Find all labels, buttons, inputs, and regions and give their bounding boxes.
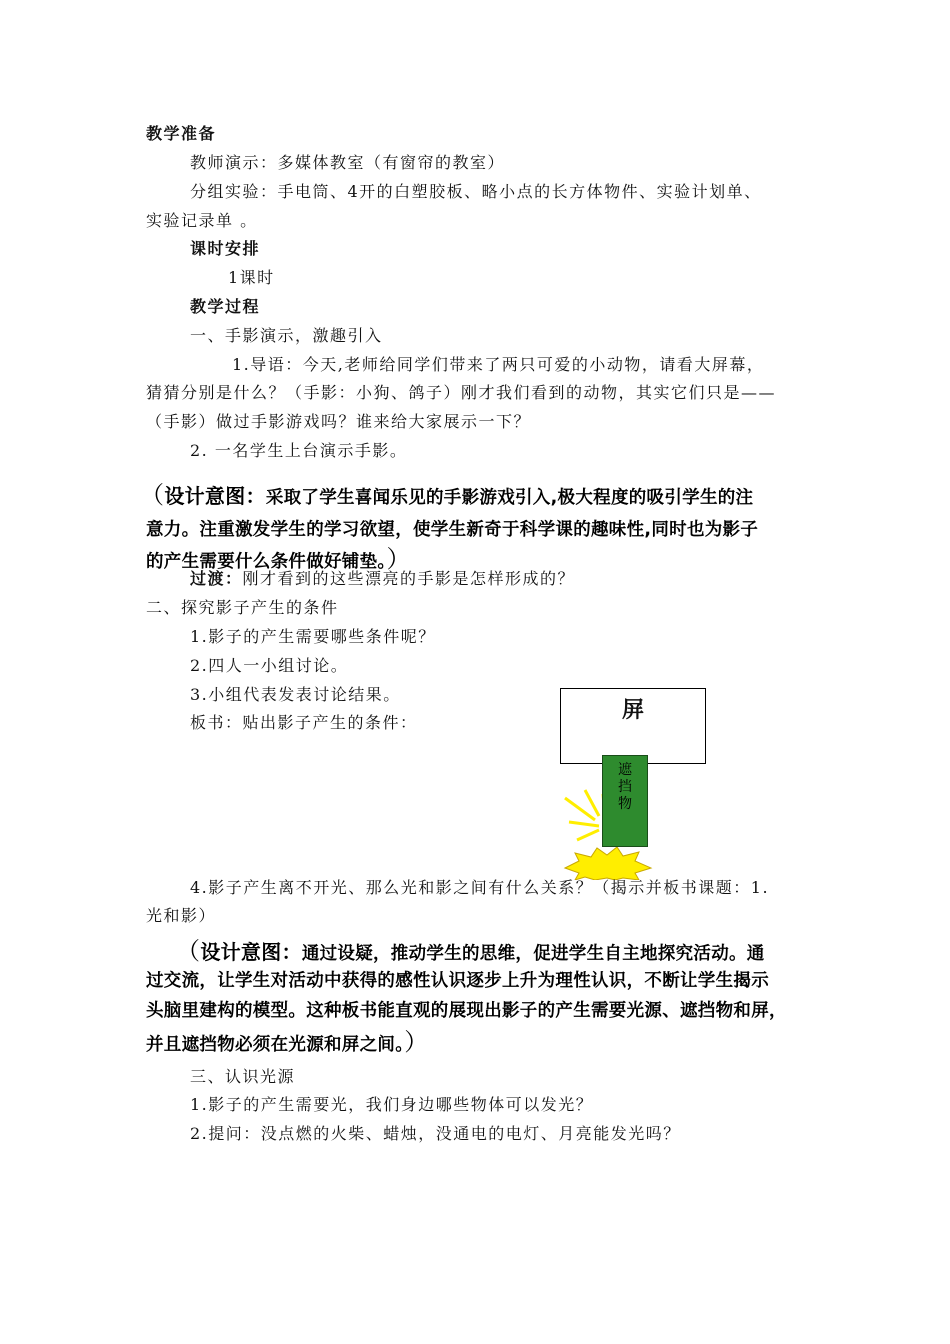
section-1-para-1a: 1.导语：今天,老师给同学们带来了两只可爱的小动物，请看大屏幕， <box>232 355 765 374</box>
section-2-item-1: 1.影子的产生需要哪些条件呢？ <box>190 627 436 646</box>
prep-heading: 教学准备 <box>146 124 217 143</box>
design-intent-2-line-2: 过交流，让学生对活动中获得的感性认识逐步上升为理性认识，不断让学生揭示 <box>146 971 769 991</box>
small-sun-rays-icon <box>565 790 605 840</box>
design-intent-2-text-1: 通过设疑，推动学生的思维，促进学生自主地探究活动。通 <box>301 944 765 964</box>
section-2-item-4b: 光和影） <box>146 906 217 925</box>
design-intent-1-text-1: 采取了学生喜闻乐见的手影游戏引入,极大程度的吸引学生的注 <box>265 488 754 508</box>
prep-teacher-demo: 教师演示：多媒体教室（有窗帘的教室） <box>190 153 506 172</box>
prep-group-exp-1: 分组实验：手电筒、4开的白塑胶板、略小点的长方体物件、实验计划单、 <box>190 182 762 201</box>
section-3-item-1: 1.影子的产生需要光，我们身边哪些物体可以发光？ <box>190 1095 594 1114</box>
design-intent-2-open-paren: （ <box>176 937 201 965</box>
light-burst-icon <box>565 847 651 880</box>
blocker-box <box>602 755 648 847</box>
design-intent-2-line-4 <box>146 1030 429 1057</box>
prep-group-exp-2: 实验记录单 。 <box>146 211 258 230</box>
section-3-title: 三、认识光源 <box>190 1067 296 1086</box>
design-intent-1-label: 设计意图： <box>164 484 266 508</box>
transition-text: 刚才看到的这些漂亮的手影是怎样形成的？ <box>242 569 576 588</box>
transition <box>190 568 575 590</box>
section-1-para-1b: 猜猜分别是什么？（手影：小狗、鸽子）刚才我们看到的动物，其实它们只是—— <box>146 383 777 402</box>
design-intent-2-text-4: 并且遮挡物必须在光源和屏之间。 <box>146 1035 405 1055</box>
section-1-title: 一、手影演示，激趣引入 <box>190 326 383 345</box>
blocker-label-char-3: 物 <box>618 796 632 812</box>
blocker-label <box>603 762 647 813</box>
section-2-board: 板书：贴出影子产生的条件： <box>190 713 418 732</box>
schedule-heading: 课时安排 <box>190 239 261 258</box>
section-1-para-2: 2. 一名学生上台演示手影。 <box>190 441 408 460</box>
section-2-item-4a: 4.影子产生离不开光、那么光和影之间有什么关系？（揭示并板书课题：1. <box>190 878 770 897</box>
design-intent-2-line-3: 头脑里建构的模型。这种板书能直观的展现出影子的产生需要光源、遮挡物和屏， <box>146 1001 787 1021</box>
transition-label: 过渡： <box>190 569 243 588</box>
section-1-para-1c: （手影）做过手影游戏吗？谁来给大家展示一下？ <box>146 412 532 431</box>
section-2-item-2: 2.四人一小组讨论。 <box>190 656 349 675</box>
screen-label: 屏 <box>621 698 644 723</box>
design-intent-1-open-paren: （ <box>140 481 165 509</box>
process-heading: 教学过程 <box>190 297 261 316</box>
design-intent-1-close-paren: ） <box>386 545 411 573</box>
design-intent-1-line-1 <box>140 483 753 510</box>
design-intent-1-text-3: 的产生需要什么条件做好铺垫。 <box>146 552 387 572</box>
section-2-title: 二、探究影子产生的条件 <box>146 598 339 617</box>
screen-box <box>560 688 706 764</box>
blocker-label-char-2: 挡 <box>618 779 632 795</box>
design-intent-2-close-paren: ） <box>404 1028 429 1056</box>
schedule-value: 1课时 <box>228 268 275 287</box>
design-intent-2-line-1 <box>176 939 765 966</box>
section-3-item-2: 2.提问：没点燃的火柴、蜡烛，没通电的电灯、月亮能发光吗？ <box>190 1124 681 1143</box>
design-intent-2-label: 设计意图： <box>200 940 302 964</box>
section-2-item-3: 3.小组代表发表讨论结果。 <box>190 685 401 704</box>
design-intent-1-line-2: 意力。注重激发学生的学习欲望，使学生新奇于科学课的趣味性,同时也为影子 <box>146 520 759 540</box>
blocker-label-char-1: 遮 <box>618 762 632 778</box>
